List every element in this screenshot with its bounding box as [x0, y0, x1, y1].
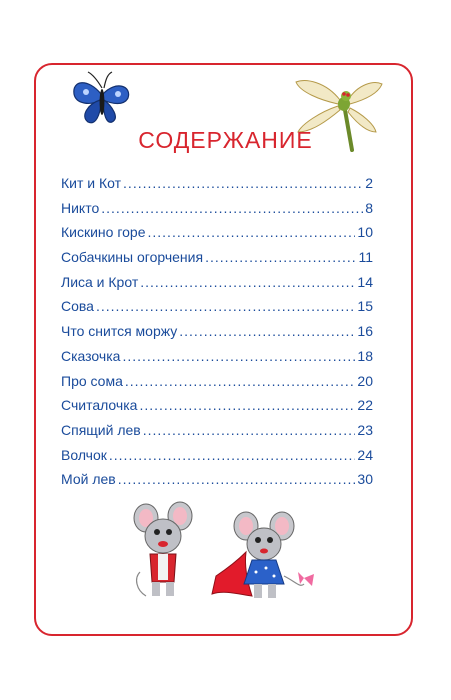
toc-entry[interactable] [61, 467, 373, 492]
toc-leader-dots [122, 344, 355, 369]
toc-leader-dots [118, 467, 356, 492]
toc-leader-dots [101, 196, 363, 221]
toc-entry[interactable] [61, 443, 373, 468]
toc-entry[interactable] [61, 319, 373, 344]
toc-entry-title: Волчок [61, 446, 107, 463]
toc-entry[interactable] [61, 245, 373, 270]
butterfly-icon [66, 70, 138, 128]
toc-entry-title: Кит и Кот [61, 175, 122, 191]
toc-entry-page: 10 [357, 224, 373, 241]
toc-leader-dots [148, 220, 356, 245]
toc-leader-dots [179, 319, 355, 344]
toc-entry-title: Про сома [61, 372, 123, 389]
toc-entry[interactable] [61, 294, 373, 319]
toc-entry[interactable] [61, 171, 373, 196]
toc-entry-page: 8 [365, 199, 373, 216]
toc-entry-page: 15 [357, 298, 373, 315]
toc-entry-page: 11 [358, 249, 373, 266]
toc-entry-page: 2 [365, 175, 373, 191]
toc-entry-page: 14 [357, 273, 373, 290]
toc-leader-dots [123, 171, 363, 196]
toc-entry-title: Что снится моржу [61, 323, 178, 340]
toc-entry-title: Кискино горе [61, 224, 146, 241]
toc-entry[interactable] [61, 196, 373, 221]
toc-leader-dots [139, 393, 355, 418]
toc-entry[interactable] [61, 344, 373, 369]
toc-entry[interactable] [61, 393, 373, 418]
toc-entry[interactable] [61, 220, 373, 245]
toc-entry-page: 22 [357, 397, 373, 414]
toc-entry-title: Никто [61, 199, 100, 216]
toc-entry-title: Считалочка [61, 397, 138, 414]
toc-entry-title: Сказочка [61, 347, 121, 364]
toc-leader-dots [143, 418, 356, 443]
page-title: СОДЕРЖАНИЕ [138, 127, 313, 153]
toc-entry-page: 16 [357, 323, 373, 340]
toc-leader-dots [125, 369, 356, 394]
table-of-contents [61, 171, 373, 492]
two-mice-with-cape-icon [128, 498, 328, 608]
toc-entry-page: 30 [357, 471, 373, 488]
toc-leader-dots [140, 270, 355, 295]
toc-entry-page: 24 [357, 446, 373, 463]
toc-leader-dots [109, 443, 356, 468]
toc-entry-title: Мой лев [61, 471, 116, 488]
toc-entry-page: 20 [357, 372, 373, 389]
toc-leader-dots [96, 294, 355, 319]
toc-entry-page: 23 [357, 421, 373, 438]
toc-entry[interactable] [61, 270, 373, 295]
toc-entry[interactable] [61, 369, 373, 394]
toc-entry-title: Сова [61, 298, 94, 315]
toc-entry-title: Лиса и Крот [61, 273, 139, 290]
toc-entry-title: Спящий лев [61, 421, 141, 438]
toc-entry-page: 18 [357, 347, 373, 364]
toc-entry-title: Собачкины огорчения [61, 249, 204, 266]
toc-entry[interactable] [61, 418, 373, 443]
toc-leader-dots [205, 245, 356, 270]
